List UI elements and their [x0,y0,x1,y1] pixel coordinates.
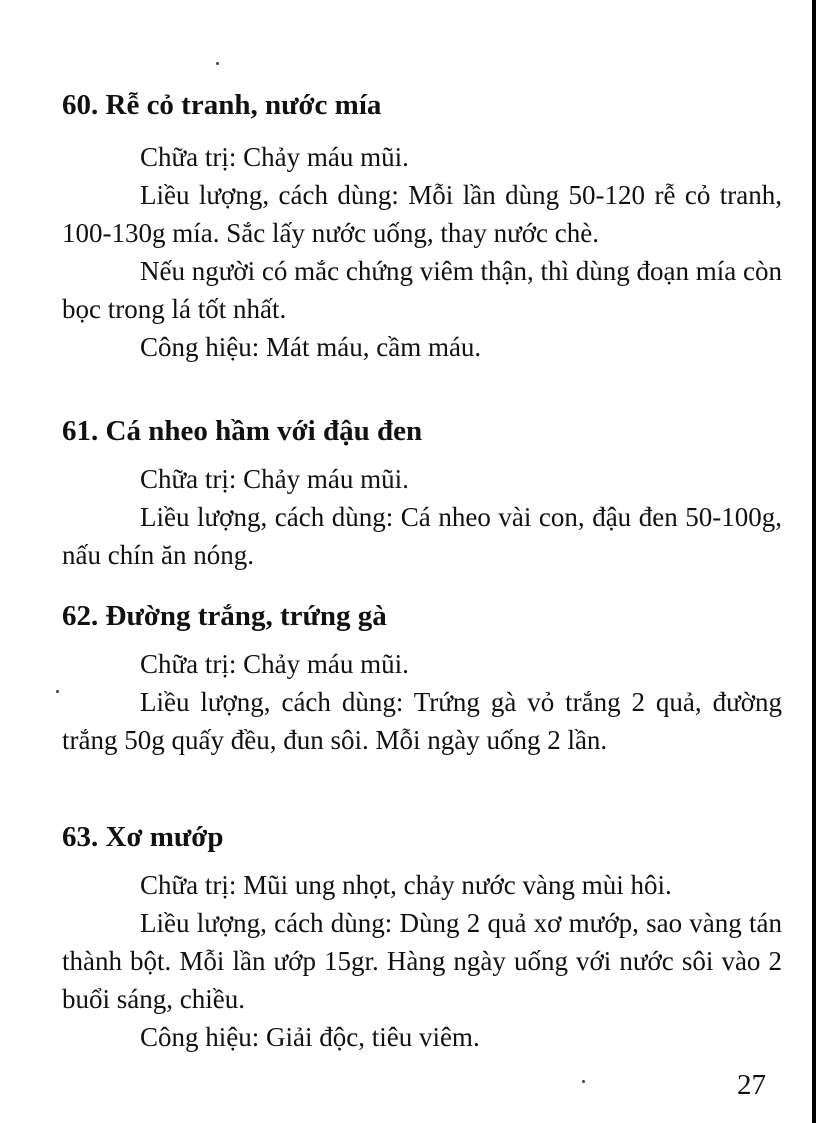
treatment-text: Chữa trị: Chảy máu mũi. [140,649,409,679]
effect-text: Công hiệu: Giải độc, tiêu viêm. [140,1022,480,1052]
section-heading: 62. Đường trắng, trứng gà [62,600,387,632]
dosage-text: Liều lượng, cách dùng: Mỗi lần dùng 50-120 rễ cỏ tranh, 100-130g mía. Sắc lấy nước uống, thay nước chè. [62,180,782,248]
page-number: 27 [737,1069,766,1101]
treatment-text: Chữa trị: Chảy máu mũi. [140,142,409,172]
treatment-text: Chữa trị: Chảy máu mũi. [140,464,409,494]
dosage-text: Liều lượng, cách dùng: Trứng gà vỏ trắng 2 quả, đường trắng 50g quấy đều, đun sôi. Mỗi ngày uống 2 lần. [62,687,782,755]
scan-speck [216,62,219,65]
section-heading: 63. Xơ mướp [62,821,224,853]
section-62 [62,597,782,759]
scan-edge [812,0,816,1123]
section-63 [62,818,782,1056]
scan-speck [582,1080,585,1083]
section-61 [62,412,782,574]
section-heading: 60. Rễ cỏ tranh, nước mía [62,89,382,121]
dosage-text: Liều lượng, cách dùng: Cá nheo vài con, đậu đen 50-100g, nấu chín ăn nóng. [62,502,782,570]
treatment-text: Chữa trị: Mũi ung nhọt, chảy nước vàng mùi hôi. [140,870,672,900]
note-text: Nếu người có mắc chứng viêm thận, thì dùng đoạn mía còn bọc trong lá tốt nhất. [62,256,782,324]
scan-speck [56,690,59,693]
section-60 [62,86,782,366]
dosage-text: Liều lượng, cách dùng: Dùng 2 quả xơ mướp, sao vàng tán thành bột. Mỗi lần ướp 15gr. Hàng ngày uống với nước sôi vào 2 buổi sáng, chiều. [62,908,782,1014]
effect-text: Công hiệu: Mát máu, cầm máu. [140,332,482,362]
section-heading: 61. Cá nheo hầm với đậu đen [62,415,423,447]
